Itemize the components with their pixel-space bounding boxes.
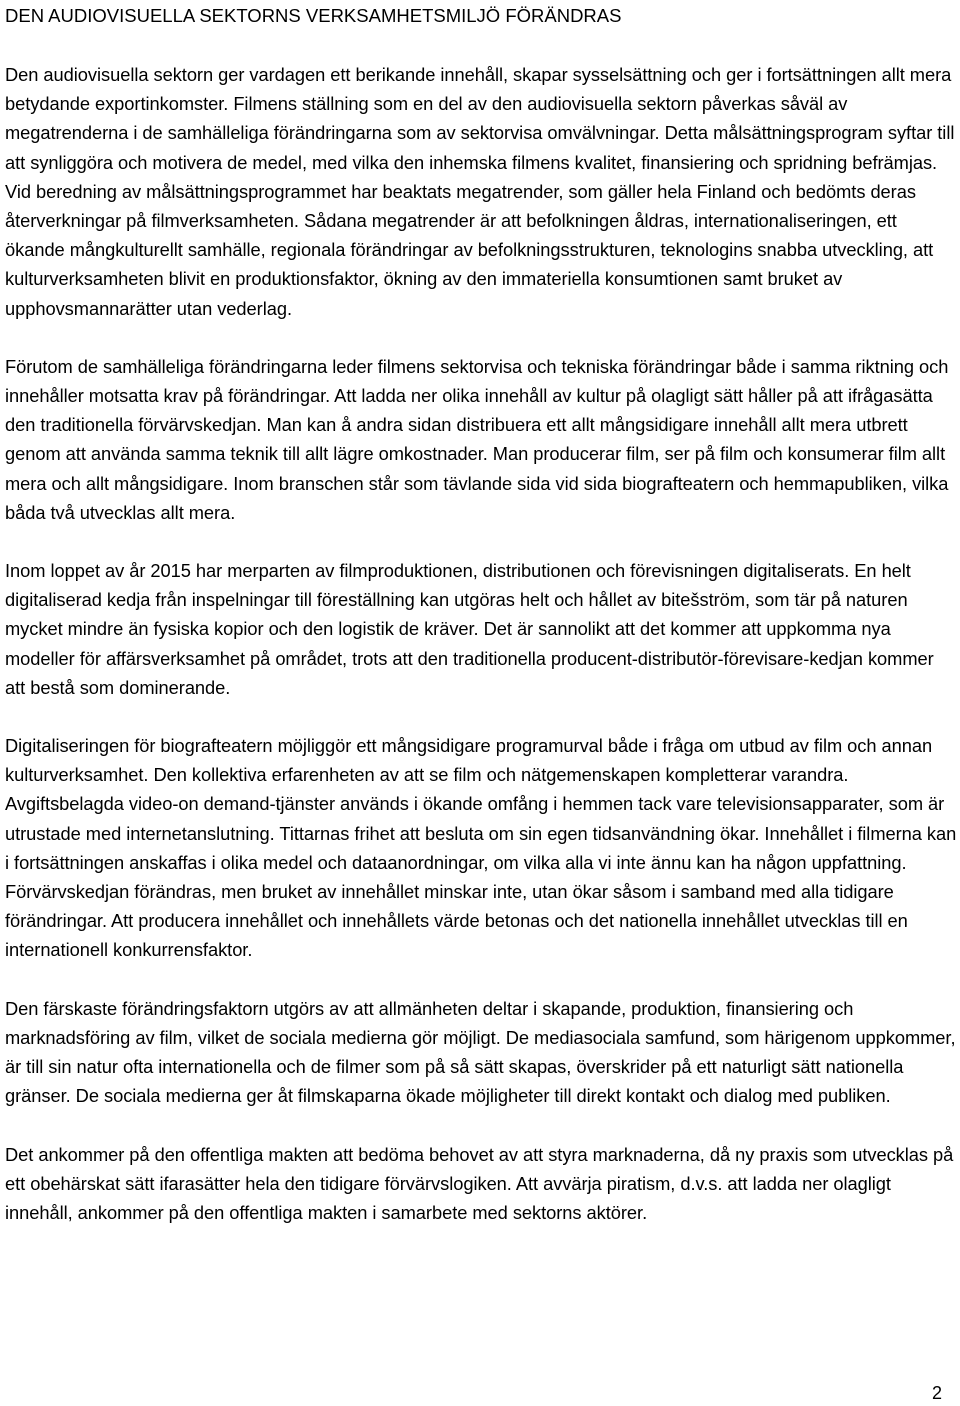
paragraph-4: Digitaliseringen för biografteatern möjliggör ett mångsidigare programurval både i fråga om utbud av film och annan kulturverksamhet. Den kollektiva erfarenheten av att se film och nätgemenskapen kompletterar varandra. Avgiftsbelagda video-on demand-tjänster används i ökande omfång i hemmen tack vare televisionsapparater, som är utrustade med internetanslutning. Tittarnas frihet att besluta om sin egen tidsanvändning ökar. Innehållet i filmerna kan i fortsättningen anskaffas i olika medel och dataanordningar, om vilka alla vi inte ännu kan ha någon uppfattning. Förvärvskedjan förändras, men bruket av innehållet minskar inte, utan ökar såsom i samband med alla tidigare förändringar. Att producera innehållet och innehållets värde betonas och det nationella innehållet utvecklas till en internationell konkurrensfaktor. (5, 735, 957, 961)
paragraph-6: Det ankommer på den offentliga makten att bedöma behovet av att styra marknaderna, då ny praxis som utvecklas på ett obehärskat sätt ifarasätter hela den tidigare förvärvslogiken. Att avvärja piratism, d.v.s. att ladda ner olagligt innehåll, ankommer på den offentliga makten i samarbete med sektorns aktörer. (5, 1143, 954, 1223)
title-spacer (5, 32, 957, 60)
paragraph-2: Förutom de samhälleliga förändringarna leder filmens sektorvisa och tekniska förändringar både i samma riktning och innehåller motsatta krav på förändringar. Att ladda ner olika innehåll av kultur på olagligt sätt håller på att ifrågasätta den traditionella förvärvskedjan. Man kan å andra sidan distribuera ett allt mångsidigare innehåll allt mera utbrett genom att använda samma teknik till allt lägre omkostnader. Man producerar film, ser på film och konsumerar film allt mera och allt mångsidigare. Inom branschen står som tävlande sida vid sida biografteatern och hemmapubliken, vilka båda två utvecklas allt mera. (5, 355, 949, 523)
page-number: 2 (931, 1383, 942, 1403)
paragraph-3: Inom loppet av år 2015 har merparten av filmproduktionen, distributionen och förevisningen digitaliserats. En helt digitaliserad kedja från inspelningar till föreställning kan utgöras helt och hållet av bitešström, som tär på naturen mycket mindre än fysiska kopior och den logistik de kräver. Det är sannolikt att det kommer att uppkomma nya modeller för affärsverksamhet på området, trots att den traditionella producent-distributör-förevisare-kedjan kommer att bestå som dominerande. (5, 560, 934, 698)
document-page (5, 0, 957, 1256)
paragraph-1: Den audiovisuella sektorn ger vardagen ett berikande innehåll, skapar sysselsättning och ger i fortsättningen allt mera betydande exportinkomster. Filmens ställning som en del av den audiovisuella sektorn påverkas såväl av megatrenderna i de samhälleliga förändringarna som av sektorvisa omvälvningar. Detta målsättningsprogram syftar till att synliggöra och motivera de medel, med vilka den inhemska filmens kvalitet, finansiering och spridning befrämjas. Vid beredning av målsättningsprogrammet har beaktats megatrender, som gäller hela Finland och bedömts deras återverkningar på filmverksamheten. Sådana megatrender är att befolkningen åldras, internationaliseringen, ett ökande mångkulturellt samhälle, regionala förändringar av befolkningsstrukturen, teknologins snabba utveckling, att kulturverksamheten blivit en produktionsfaktor, ökning av den immateriella konsumtionen samt bruket av upphovsmannarätter utan vederlag. (5, 64, 955, 319)
paragraph-5: Den färskaste förändringsfaktorn utgörs av att allmänheten deltar i skapande, produktion, finansiering och marknadsföring av film, vilket de sociala medierna gör möjligt. De mediasociala samfund, som härigenom uppkommer, är till sin natur ofta internationella och de filmer som på så sätt skapas, överskrider på ett naturligt sätt nationella gränser. De sociala medierna ger åt filmskaparna ökade möjligheter till direkt kontakt och dialog med publiken. (5, 997, 956, 1107)
document-title: DEN AUDIOVISUELLA SEKTORNS VERKSAMHETSMILJÖ FÖRÄNDRAS (5, 5, 622, 26)
